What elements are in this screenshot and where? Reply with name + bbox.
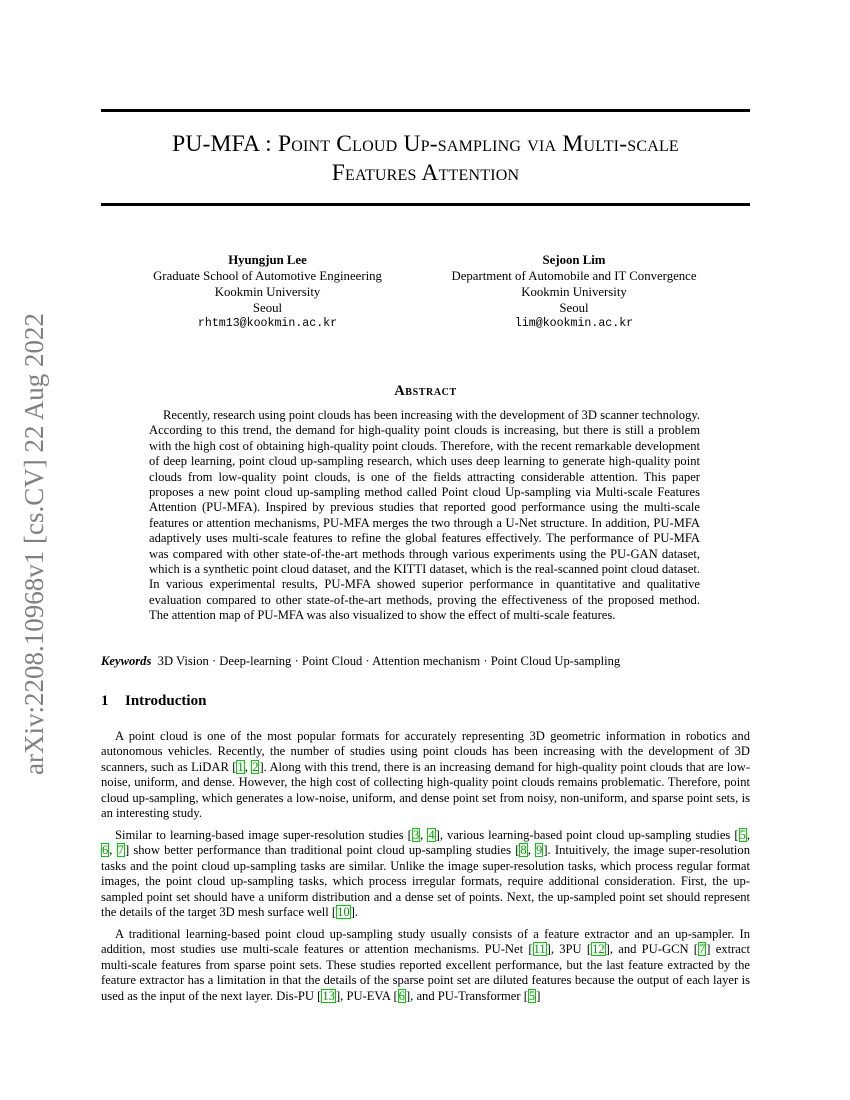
section-heading-introduction [101,693,206,710]
citation-link[interactable]: 4 [428,828,435,842]
text-run: A point cloud is one of the most popular formats for accurately representing 3D geometric information in robotics and autonomous vehicles. Recently, the number of studies using point clouds has been increasing with the development of 3D scanners, such as LiDAR [ [101,729,750,774]
text-run: ]. Intuitively, the image super-resolution tasks and the point cloud up-sampling tasks are similar. Unlike the image super-resolution tasks, which process regular format images, the point cloud up-sampling tasks, which process irregular formats, require additional consideration. First, the up-sampled point set should have a uniform distribution and a dense set of points. Next, the up-sampled point set should represent the details of the target 3D mesh surface well [ [101,843,751,920]
arxiv-stamp[interactable]: arXiv:2208.10968v1 [cs.CV] 22 Aug 2022 [19,313,49,775]
text-run: , [420,828,428,842]
text-run: , [244,759,252,774]
title-line2: Features Attention [331,160,520,186]
citation-link[interactable]: 12 [592,942,605,957]
keywords-text: 3D Vision · Deep-learning · Point Cloud · Attention mechanism · Point Cloud Up-sampling [157,654,621,668]
text-run: , [527,843,536,858]
text-run: Similar to learning-based image super-resolution studies [ [115,828,412,842]
text-run: ] show better performance than traditional point cloud up-sampling studies [ [124,843,520,858]
citation-link[interactable]: 6 [398,988,405,1003]
text-run: ], PU-EVA [ [335,988,398,1003]
citation-link[interactable]: 5 [739,828,746,842]
citation-link[interactable]: 9 [536,843,543,858]
text-run: A traditional learning-based point cloud up-sampling study usually consists of a feature extractor and an up-sampler. In addition, most studies use multi-scale features or attention mechanisms. PU-Net [ [101,927,750,957]
title-prefix: PU-MFA : [172,131,278,157]
author-name: Hyungjun Lee [228,253,307,267]
author-affiliation: Graduate School of Automotive Engineering [153,269,382,283]
author-email[interactable]: rhtm13@kookmin.ac.kr [197,317,338,330]
text-run: ]. Along with this trend, there is an increasing demand for high-quality point clouds that are low-noise, uniform, and dense. However, the high cost of collecting high-quality point clouds remains problematic. Therefore, point cloud up-sampling, which generates a low-noise, uniform, and dense point set from noisy, non-uniform, and sparse point sets, is an interesting study. [101,759,751,821]
citation-link[interactable]: 7 [117,843,124,858]
author-block-2 [430,252,718,332]
text-run: , [109,843,117,858]
abstract-heading: Abstract [394,383,457,399]
keywords-label: Keywords [101,654,152,668]
citation-link[interactable]: 5 [528,988,536,1003]
text-run: , [746,828,751,842]
citation-link[interactable]: 8 [520,843,527,858]
author-university: Kookmin University [521,285,627,299]
citation-link[interactable]: 3 [412,828,420,842]
text-run: ]. [350,905,359,920]
author-city: Seoul [559,301,589,315]
intro-paragraph-1 [101,729,750,821]
author-name: Sejoon Lim [542,253,606,267]
text-run: ], and PU-Transformer [ [405,988,528,1003]
keywords-line [101,653,750,669]
author-affiliation: Department of Automobile and IT Convergence [451,269,697,283]
text-run: ], and PU-GCN [ [605,942,698,957]
author-city: Seoul [252,301,283,315]
paper-title [101,130,750,188]
intro-paragraph-3 [101,927,750,1004]
title-line1: Point Cloud Up-sampling via Multi-scale [277,131,679,157]
title-bottom-rule [101,203,750,206]
citation-link[interactable]: 2 [252,759,259,774]
citation-link[interactable]: 7 [699,942,706,957]
author-university: Kookmin University [214,285,321,299]
author-email[interactable]: lim@kookmin.ac.kr [514,317,634,330]
citation-link[interactable]: 11 [533,942,546,957]
text-run: ] [536,988,541,1003]
citation-link[interactable]: 1 [237,759,244,774]
text-run: ] extract multi-scale features from sparse point sets. These studies reported excellent performance, but the last feature extracted by the feature extractor has a limitation in that the details of the sparse point set are diluted features because the output of each layer is used as the input of the next layer. Dis-PU [ [101,942,750,1003]
abstract-text: Recently, research using point clouds has been increasing with the development of 3D scanner technology. According to this trend, the demand for high-quality point clouds is increasing, but there is still a problem with the high cost of obtaining high-quality point clouds. Therefore, with the recent remarkable development of deep learning, point cloud up-sampling research, which uses deep learning to generate high-quality point clouds from low-quality point clouds, is one of the fields attracting considerable attention. This paper proposes a new point cloud up-sampling method called Point cloud Up-sampling via Multi-scale Features Attention (PU-MFA). Inspired by previous studies that reported good performance using the multi-scale features or attention mechanisms, PU-MFA merges the two through a U-Net structure. In addition, PU-MFA adaptively uses multi-scale features to refine the global features effectively. The performance of PU-MFA was compared with other state-of-the-art methods through various experiments using the PU-GAN dataset, which is a synthetic point cloud dataset, and the KITTI dataset, which is the real-scanned point cloud dataset. In various experimental results, PU-MFA showed superior performance in quantitative and qualitative evaluation compared to other state-of-the-art methods, proving the effectiveness of the proposed method. The attention map of PU-MFA was also visualized to show the effect of multi-scale features. [149,408,700,623]
intro-paragraph-2 [101,828,750,920]
author-block-1 [130,252,405,332]
citation-link[interactable]: 13 [322,988,335,1003]
section-title: Introduction [125,693,207,709]
section-number: 1 [101,693,109,709]
citation-link[interactable]: 6 [102,843,109,858]
text-run: ], various learning-based point cloud up-sampling studies [ [435,828,739,842]
title-top-rule [101,109,750,112]
text-run: ], 3PU [ [546,942,592,957]
citation-link[interactable]: 10 [337,905,350,920]
